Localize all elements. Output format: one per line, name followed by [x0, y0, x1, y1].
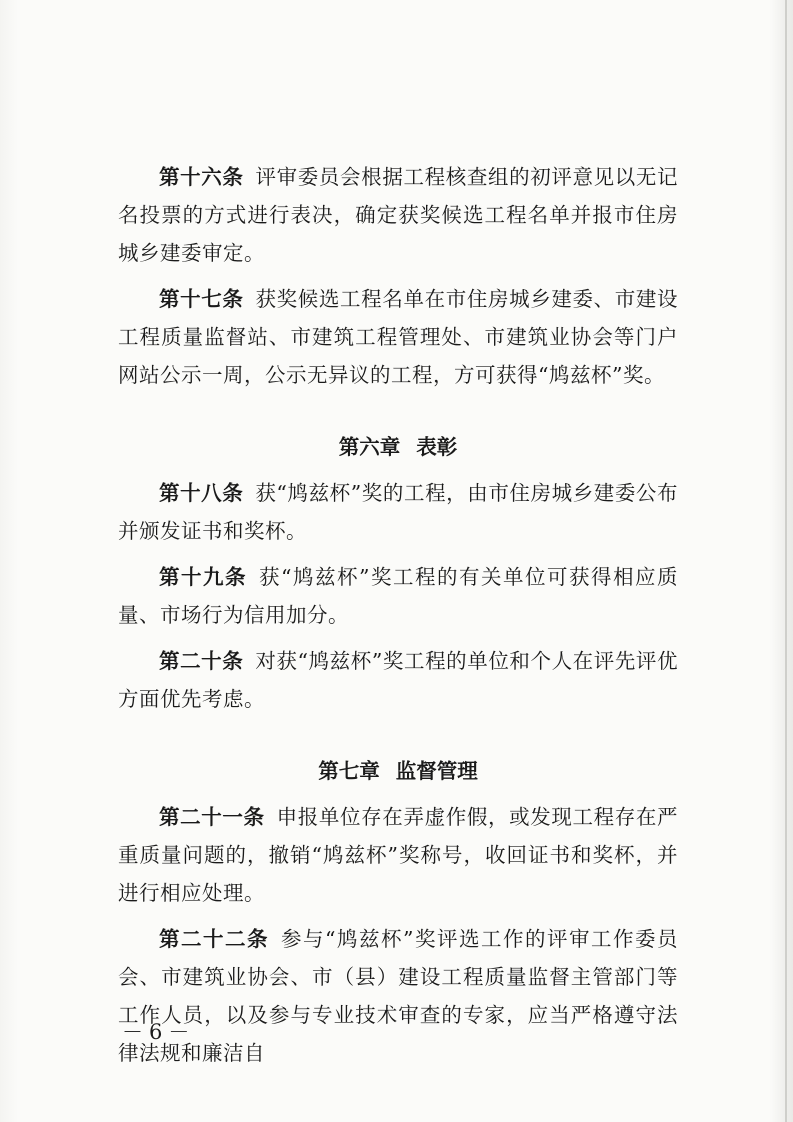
article-19 [118, 558, 678, 634]
article-title: 第十七条 [159, 287, 244, 311]
article-text: 获“鸠兹杯”奖工程的有关单位可获得相应质量、市场行为信用加分。 [118, 565, 679, 627]
article-21 [118, 798, 678, 912]
article-title: 第二十二条 [159, 927, 270, 951]
article-title: 第十九条 [159, 565, 248, 589]
article-20 [118, 642, 678, 718]
article-title: 第二十一条 [159, 805, 265, 829]
chapter-title: 监督管理 [395, 759, 478, 783]
article-text: 获奖候选工程名单在市住房城乡建委、市建设工程质量监督站、市建筑工程管理处、市建筑业协会等门户网站公示一周，公示无异议的工程，方可获得“鸠兹杯”奖。 [118, 287, 679, 387]
chapter-number: 第六章 [338, 435, 401, 459]
article-text: 对获“鸠兹杯”奖工程的单位和个人在评先评优方面优先考虑。 [118, 649, 678, 711]
article-text: 获“鸠兹杯”奖的工程，由市住房城乡建委公布并颁发证书和奖杯。 [118, 481, 678, 543]
page-number: －6－ [122, 1020, 196, 1044]
article-text: 评审委员会根据工程核查组的初评意见以无记名投票的方式进行表决，确定获奖候选工程名单并报市住房城乡建委审定。 [118, 165, 679, 265]
article-22 [118, 920, 678, 1072]
chapter-7-heading [118, 752, 678, 790]
article-title: 第十八条 [159, 481, 244, 505]
article-text: 参与“鸠兹杯”奖评选工作的评审工作委员会、市建筑业协会、市（县）建设工程质量监督主管部门等工作人员，以及参与专业技术审查的专家，应当严格遵守法律法规和廉洁自 [118, 927, 678, 1065]
chapter-6-heading [118, 428, 678, 466]
article-18 [118, 474, 678, 550]
article-16 [118, 158, 678, 272]
document-body [118, 158, 678, 1080]
scan-edge [785, 0, 787, 1122]
article-text: 申报单位存在弄虚作假，或发现工程存在严重质量问题的，撤销“鸠兹杯”奖称号，收回证书和奖杯，并进行相应处理。 [118, 805, 679, 905]
article-title: 第十六条 [159, 165, 244, 189]
article-17 [118, 280, 678, 394]
chapter-number: 第七章 [318, 759, 380, 783]
chapter-title: 表彰 [416, 435, 458, 459]
article-title: 第二十条 [159, 649, 244, 673]
